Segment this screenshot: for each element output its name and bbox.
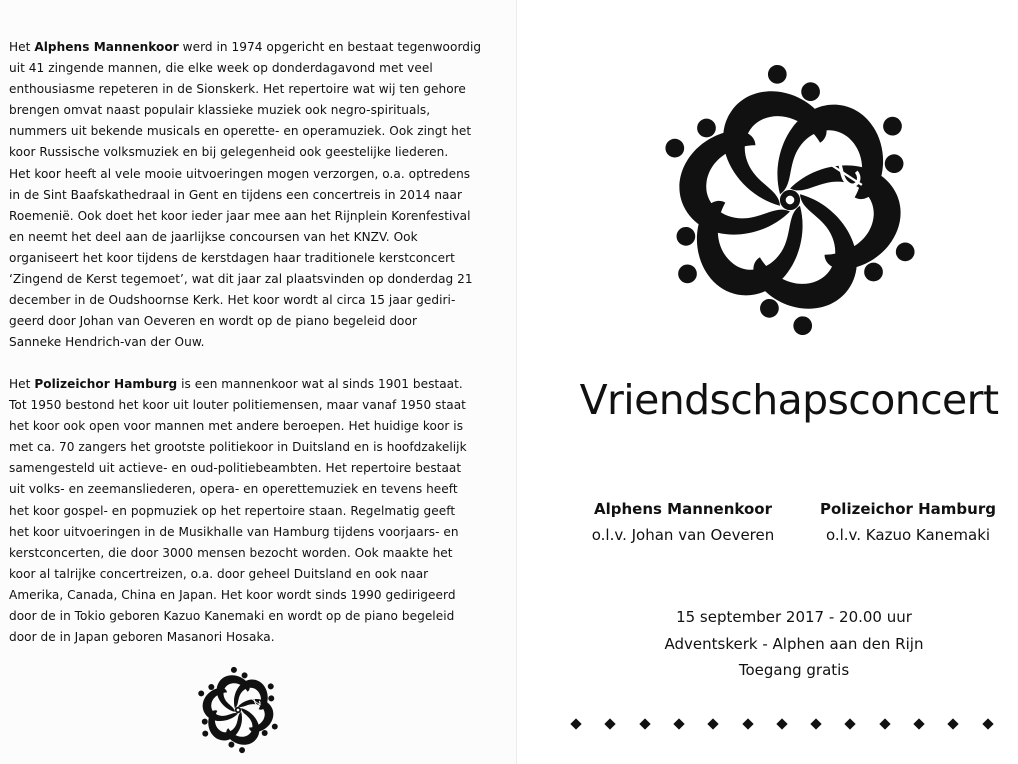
text-line: Tot 1950 bestond het koor uit louter politiemensen, maar vanaf 1950 staat (9, 398, 466, 413)
text-line: organiseert het koor tijdens de kerstdagen haar traditionele kerstconcert (9, 250, 455, 265)
diamond-dot-icon (605, 718, 616, 729)
text-fragment: Het (9, 40, 35, 54)
text-line: brengen omvat naast populair klassieke muziek ook negro-spirituals, (9, 103, 431, 118)
text-fragment: werd in 1974 opgericht en bestaat tegenwoordig (178, 40, 482, 54)
text-line (9, 37, 482, 58)
text-line: Roemenië. Ook doet het koor ieder jaar mee aan het Rijnplein Korenfestival (9, 208, 471, 223)
text-line (9, 374, 479, 395)
concert-title: Vriendschapsconcert (579, 376, 999, 424)
text-line: Amerika, Canada, China en Japan. Het koor wordt sinds 1990 gedirigeerd (9, 587, 456, 602)
diamond-dot-icon (810, 718, 821, 729)
alphens-mannenkoor-paragraph (9, 37, 482, 353)
choir-name-bold: Alphens Mannenkoor (34, 40, 179, 54)
text-line: koor Russische volksmuziek en bij gelegenheid ook geestelijke liederen. (9, 145, 449, 160)
text-line: kerstconcerten, die door 3000 mensen bezocht worden. Ook maakte het (9, 545, 453, 560)
diamond-dot-icon (673, 718, 684, 729)
choir-alphens (573, 496, 793, 548)
diamond-dot-icon (742, 718, 753, 729)
diamond-dot-icon (708, 718, 719, 729)
diamond-dot-icon (570, 718, 581, 729)
diamond-dot-icon (776, 718, 787, 729)
text-line: het koor uitvoeringen in de Musikhalle van Hamburg tijdens voorjaars- en (9, 524, 459, 539)
choir-conductor: o.l.v. Kazuo Kanemaki (825, 526, 991, 544)
polizeichor-hamburg-paragraph (9, 374, 479, 648)
diamond-dot-icon (639, 718, 650, 729)
diamond-dot-icon (879, 718, 890, 729)
choir-conductor: o.l.v. Johan van Oeveren (591, 526, 775, 544)
text-line: en neemt het deel aan de jaarlijkse concoursen van het KNZV. Ook (9, 229, 418, 244)
text-line: het koor ook open voor mannen met andere beroepen. Het huidige koor is (9, 419, 464, 434)
text-fragment: Het (9, 377, 35, 391)
text-line: uit 41 zingende mannen, die elke week op donderdagavond met veel (9, 61, 433, 76)
text-line: door de in Tokio geboren Kazuo Kanemaki en wordt op de piano begeleid (9, 609, 455, 624)
text-line: door de in Japan geboren Masanori Hosaka. (9, 630, 275, 645)
event-date-time: 15 september 2017 - 20.00 uur (676, 608, 912, 626)
text-line: in de Sint Baafskathedraal in Gent en tijdens een concertreis in 2014 naar (9, 187, 462, 202)
music-clef-rosette-icon (192, 664, 284, 756)
diamond-divider (572, 716, 1018, 736)
text-line: december in de Oudshoornse Kerk. Het koor wordt al circa 15 jaar gediri- (9, 293, 456, 308)
text-fragment: is een mannenkoor wat al sinds 1901 bestaat. (177, 377, 463, 391)
text-line: Het koor heeft al vele mooie uitvoeringen mogen verzorgen, o.a. optredens (9, 166, 471, 181)
event-venue: Adventskerk - Alphen aan den Rijn (664, 634, 924, 653)
text-line: samengesteld uit actieve- en oud-politiebeambten. Het repertoire bestaat (9, 461, 462, 476)
text-line: uit volks- en zeemansliederen, opera- en operettemuziek en tevens heeft (9, 482, 458, 497)
diamond-dot-icon (845, 718, 856, 729)
event-details (594, 604, 994, 684)
event-admission: Toegang gratis (738, 661, 850, 679)
choir-name-bold: Polizeichor Hamburg (34, 377, 178, 391)
music-clef-rosette-icon (646, 56, 934, 344)
diamond-dot-icon (982, 718, 993, 729)
text-line: geerd door Johan van Oeveren en wordt op de piano begeleid door (9, 314, 417, 329)
text-line: Sanneke Hendrich-van der Ouw. (9, 335, 205, 350)
text-line: nummers uit bekende musicals en operette- en operamuziek. Ook zingt het (9, 124, 472, 139)
text-line: enthousiasme repeteren in de Sionskerk. Het repertoire wat wij ten gehore (9, 82, 466, 97)
choir-name: Polizeichor Hamburg (820, 500, 996, 518)
text-line: met ca. 70 zangers het grootste politiekoor in Duitsland en is hoofdzakelijk (9, 440, 467, 455)
diamond-dot-icon (913, 718, 924, 729)
text-line: het koor gospel- en popmuziek op het repertoire staan. Regelmatig geeft (9, 503, 456, 518)
diamond-dot-icon (948, 718, 959, 729)
choir-polizeichor (798, 496, 1018, 548)
choir-name: Alphens Mannenkoor (593, 500, 772, 518)
text-line: ‘Zingend de Kerst tegemoet’, wat dit jaar zal plaatsvinden op donderdag 21 (9, 272, 473, 287)
text-line: koor al talrijke concertreizen, o.a. door geheel Duitsland en ook naar (9, 566, 429, 581)
